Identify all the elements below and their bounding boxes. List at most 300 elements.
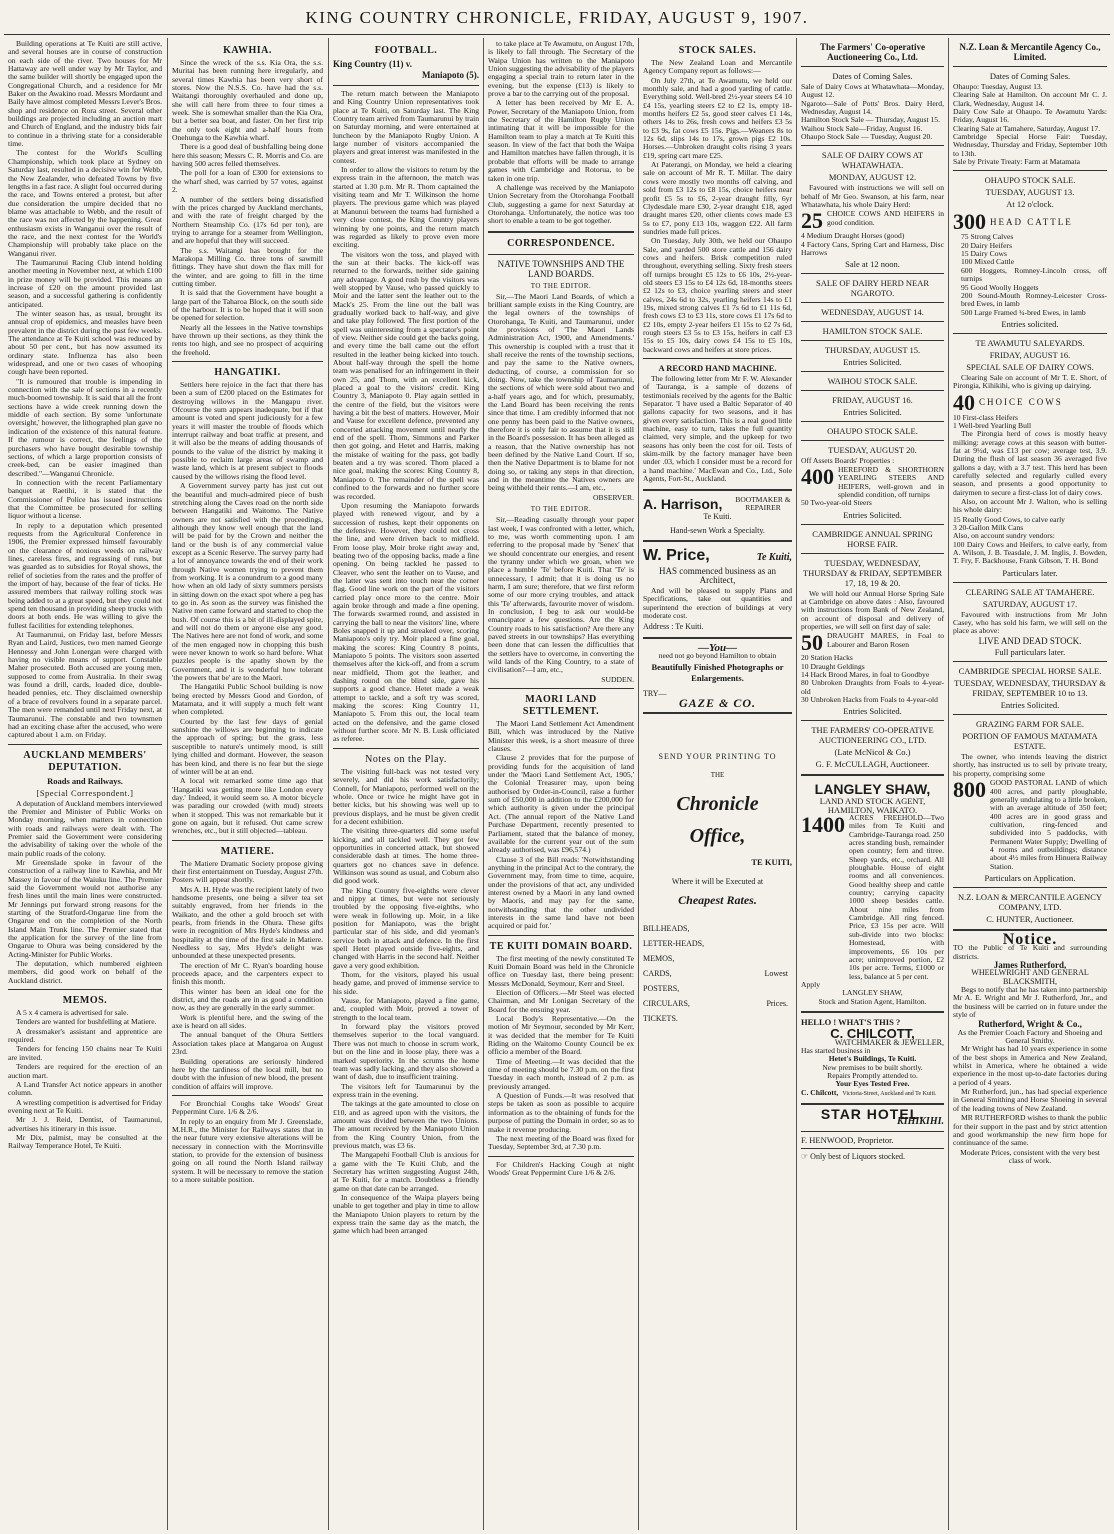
deputation-subheading: Roads and Railways. [47, 775, 123, 786]
news-paragraph: Local Body's Representative.—On the motion of Mr Seymour, seconded by Mr Kerr, it was decided that the member for Te Kuiti Riding on the Waitomo County Council be ex officio a member of the Board. [488, 1014, 634, 1057]
news-paragraph: A local wit remarked some time ago that 'Hangatiki was getting more like London every day.' Indeed, it would seem so. A motor bicycle was parading our crowded (with mud) streets when it stopped. This was not remarkable but it gone on again, but it refused. Out came screw wrenches, etc., but it still objected—tableau. [172, 776, 323, 836]
apply-title: Stock and Station Agent, Hamilton. [818, 996, 927, 1006]
pointing-hand-icon: ☞ [801, 1152, 811, 1162]
printing-item: POSTERS, [643, 983, 680, 993]
harrison-ad [643, 496, 792, 536]
printing-item: LETTER-HEADS, [643, 938, 705, 948]
printing-ad [643, 719, 792, 1026]
column-3 [333, 40, 479, 1530]
news-paragraph: At Paterangi, on Monday, we held a clearing sale on account of Mr R. T. Millar. The dairy cows were mostly two months off calving, and sold from £3 12s to £8 15s, choice heifers near profit £5 5s to £6, 2-year draught filly, 6yr Clydesdale mare £30, 2-year draught £18, aged draught mares £20, other clients cows made £3 5s to £7, pony £13 10s, waggon £22. All farm sundries made full prices. [643, 160, 792, 236]
lot-number: 40 [953, 389, 975, 415]
lot-text: HEAD CATTLE [990, 217, 1073, 228]
grazing-text: The owner, who intends leaving the district shortly, has instructed us to sell by private treaty, his property, comprising some [953, 752, 1107, 778]
lot-text: DRAUGHT MARES, in Foal to Labourer and Baron Rosen [827, 631, 944, 649]
liquors-text: Only best of Liquors stocked. [810, 1152, 906, 1162]
news-paragraph: The annual banquet of the Ohura Settlers Association takes place at Mangaroa on August 23rd. [172, 1030, 323, 1057]
awamutu-body: 3 20-Gallon Milk Cans [953, 523, 1024, 533]
chilcott-trade: WATCHMAKER & JEWELLER, [834, 1037, 944, 1047]
prices-word: Prices. [766, 998, 788, 1008]
coop-auctioneer: G. F. McCULLAGH, Auctioneer. [815, 759, 930, 770]
agency-auctioneer: C. HUNTER, Auctioneer. [986, 913, 1074, 924]
notes-heading: Notes on the Play. [365, 753, 447, 765]
printing-item: BILLHEADS, [643, 923, 690, 933]
harrison-name: A. Harrison, [643, 495, 723, 512]
notice-text: As the Premier Coach Factory and Shoeing and General Smithy. [957, 1027, 1103, 1046]
news-paragraph: Building operations are seriously hindered here by the tardiness of the local mill, but no doubt with the infusion of new blood, the present condition of affairs will improve. [172, 1056, 323, 1091]
sale-date: Sale of Dairy Cows at Whatawhata—Monday, August 12. [801, 82, 944, 100]
divider [953, 887, 1107, 888]
sale-date: Waihou Stock Sale—Friday, August 16. [801, 123, 923, 133]
price-town: Te Kuiti, [756, 552, 792, 564]
divider [953, 333, 1107, 334]
memo-item: A wrestling competition is advertised for Friday evening next at Te Kuiti. [8, 1097, 162, 1115]
notice-text: Moderate Prices, consistent with the very best class of work. [960, 1147, 1100, 1165]
cambridge-fair-text: We will hold our Annual Horse Spring Sale at Cambridge on above dates : Also, favoured with instructions from Bank of New Zealand, on account of disposal and delivery of properties, we will sell on first day of sale: [801, 588, 944, 631]
divider [643, 358, 792, 359]
divider [172, 361, 323, 362]
memo-item: Tenders for fencing 150 chains near Te Kuiti are invited. [8, 1044, 162, 1062]
divider [953, 714, 1107, 715]
sale-date: Cambridge Special Horse Fair: Tuesday, Wednesday, Thursday and Friday, September 10th to 13th. [953, 132, 1107, 158]
sale-date: Clearing Sale at Tamahere, Saturday, August 17. [953, 123, 1101, 133]
divider [801, 421, 944, 422]
send-printing: SEND YOUR PRINTING TO [658, 751, 777, 761]
news-paragraph: For Bronchial Coughs take Woods' Great Peppermint Cure. 1/6 & 2/6. [172, 1098, 323, 1117]
awamutu-body: 100 Dairy Cows and Heifers, to calve early, from A. Wilson, J. B. Teasdale, J. M. Inglis, J. Bowden, T. Fry, F. Backhouse, Frank Gibson, T. H. Bond [953, 539, 1107, 566]
entries-solicited: Entries Solicited. [843, 509, 902, 520]
news-paragraph: Upon resuming the Maniapoto forwards played with renewed vigour, and by a succession of rushes, kept their opponents on the defensive. However, they could not cross the line, and were driven back to midfield. From loose play, Moir broke right away and, beating two of the opposing backs, made a fine opening. On being tackled he passed to Cleaver, who sent the leather on to Vause, and the latter was sent into touch near the corner flag. Good line work on the part of the visitors carried play once more to the centre. Moir again broke through and made a fine opening. The forwards swarmed round, and assisted in carrying the ball to near the visitors' line, where Boles snapped it up and streaked over, scoring Maniapoto's only try. Moir placed a fine goal, making the scores: King Country 8 points, Maniapoto 5 points. The visitors soon asserted themselves after the kick-off, and from a scrum near midfield, Thom got the leather, and dashing round on the blind side, gave his supports a good chance. Hetet made a weak attempt to tackle, and a soft try was scored, making the scores: King Country 11, Maniapoto 5. From this out, the local team acted on the defensive, and the game closed without further score. Mr N. B. Lusk officiated as referee. [333, 500, 479, 744]
divider [488, 1156, 634, 1157]
price-address: Address : Te Kuiti. [643, 622, 704, 632]
chilcott-signature: C. Chilcott, [801, 1087, 839, 1097]
notice-name: James Rutherford, [993, 959, 1067, 970]
awamutu-date: FRIDAY, AUGUST 16. [989, 349, 1071, 360]
news-paragraph: The New Zealand Loan and Mercantile Agency Company report as follows:— [643, 58, 792, 76]
memos-heading: MEMOS. [62, 995, 108, 1007]
column-rule [638, 38, 639, 1530]
news-paragraph: to take place at Te Awamutu, on August 17th, is likely to fall through. The Secretary of the Waipa Union has written to the Maniapoto Union suggesting the advisability of the players engaging a special train to return later in the evening, but the expense (£13) is likely to prove a bar to the carrying out of the proposal. [488, 40, 634, 99]
divider [801, 1131, 944, 1132]
letter-paragraph: Sir,—Reading casually through your paper last week, I was confronted with a letter, which, to me, was worth commenting upon. I am referring to the proposal made by 'Senex' that we should concentrate our energies, and resent the tyranny under which we groan, when we place a humble 'Te' before Kuiti. That 'Te' is unnecessary, I admit; that it is doing us no harm, I am sure; therefore, that we first reform some of our more crying troubles, and attack this 'Te' afterwards, favourite mover of wisdom. In conclusion, I beg to ask our would-be emancipator a few questions. Are the King Country roads to his satisfaction? Are there any paved streets in our townships? Has everything been done that can lessen the difficulties that the settlers have to overcome, in converting the wild lands of the King Country, to a state of civilisation?—I am, etc., [488, 515, 634, 675]
herd-sale-heading: SALE OF DAIRY HERD NEAR NGAROTO. [815, 278, 930, 299]
news-paragraph: In order to allow the visitors to return by the express train in the afternoon, the match was started at 1.30 p.m. Mr R. Thom captained the visiting team and Mr T. Wilkinson the home players. The previous game which was played at Manunui between the teams had furnished a very close contest, the King Country players winning by one points, and the return match was regarded as likely to prove even more exciting. [333, 165, 479, 250]
dairy-sale-text: Favoured with instructions we will sell on behalf of Mr Geo. Swanson, at his farm, near Whatawhata, his whole Dairy Herd: [801, 183, 944, 210]
hello-line: HELLO ! WHAT'S THIS ? [801, 1016, 901, 1027]
column-rule [796, 38, 797, 1530]
lot-extra: 4 Medium Draught Horses (good) [801, 231, 905, 241]
te-kuiti-word: TE KUITI, [751, 856, 792, 867]
sale-date-heading: FRIDAY, AUGUST 16. [832, 395, 913, 406]
news-paragraph: A deputation of Auckland members interviewed the Premier and Minister of Public Works on Monday morning, when matters in connection with roads and railways were dealt with. The Premier said the Government were considering the advisability of taking over the whole of the main public roads of the colony. [8, 798, 162, 858]
printing-item: CARDS, [643, 968, 672, 978]
notice-text: TO the Public of Te Kuiti and surrounding districts. [953, 943, 1107, 961]
lot-item: 10 First-class Heifers [953, 412, 1018, 422]
letter-paragraph: Sir,—The Maori Land Boards, of which a brilliant sample exists in the King Country, are the legal owners of the townships of Otorohanga, Te Kuiti, and Taumarunui, under the provisions of 'The Maori Lands Administration Act, 1900, and Amendments.' This ownership is coupled with a trust that it shall receive the rents of the township sections, and pay the same to the Native owners, deducting, of course, a commission for so doing. Now, take the township of Taumarunui, the sections of which were sold about two and a-half years ago, and for which, presumably, the Land Board has been receiving the rents since that time. I am credibly informed that not one penny has been paid to the Native owners, therefore it is only fair to assume that it is still in the Board's possession. It has been alleged as a reason, that the Native ownership has not been defined by the Native Land Court. If so, then the Native Department is to blame for not doing so, or taking any steps in that direction, and in the meantime the Natives owners are being withheld their rents.—I am, etc., [488, 291, 634, 493]
chilcott-started: Has started business in [801, 1045, 871, 1055]
news-paragraph: "It is rumoured that trouble is impending in connection with the sale of sections in a recently much-boomed township. It is said that all the front sections have a wide creek running down the middle of each section. By some 'unfortunate oversight,' however, the lithographed plan gave no indication of the existence of this natural feature. If the rumour is correct, the feelings of the purchasers who have bought desirable township sections, of which a large proportion consists of creek-bed, can be easier imagined than described."—Wanganui Chronicle. [8, 376, 162, 478]
ohaupo-sale-heading: OHAUPO STOCK SALE. [827, 426, 918, 437]
news-paragraph: On July 27th, at Te Awamutu, we held our monthly sale, and had a good yarding of cattle. Everything sold. Well-bred 2½-year steers £4 10 £4 15s, yearling steers £2 to £2 1s, empty 18-months heifers £2 5s, good steer calves £1 14s, others 14s to 26s, fresh cows and heifers £3 5s to £3 9s, fat cows £5 15s. Pigs.—Weaners 8s to 12s 6d, slips 14s to 17s, grown pigs £2 10s. Horses.—Unbroken draught colts rising 3 years £19, spring cart mare £25. [643, 75, 792, 160]
awamutu-text: Clearing Sale on account of Mr T. E. Short, of Pirongia, Kihikihi, who is giving up dairying. [953, 372, 1107, 391]
chilcott-premises: New premises to be built shortly. [822, 1062, 923, 1072]
lot-item: 95 Good Woolly Hoggets [961, 282, 1039, 292]
news-paragraph: In reply to a deputation which presented requests from the Agricultural Conference in 1906, the Premier expressed himself favourably on the clearance of noxious weeds on railway lines, careless fires, and regrassing of runs, but was guarded as to subsidies for Royal shows, the relief of societies from the rates and the proffer of the import of hay, because of the fear of ticks. He assured members that railway rolling stock was being added to at a great speed, but they could not spend ten thousand in providing sheep trucks with doors at both ends. He was willing to give the fullest facilities for extending telephones. [8, 520, 162, 630]
entries-solicited: Entries Solicited. [843, 357, 902, 368]
harrison-tagline: Hand-sewn Work a Specialty. [670, 525, 765, 535]
news-paragraph: A Question of Funds.—It was resolved that steps be taken as soon as possible to acquire information as to the obtaining of funds for the purpose of putting the Domain in order, so as to make it revenue producing. [488, 1091, 634, 1134]
news-paragraph: The Mangapehi Football Club is anxious for a game with the Te Kuiti Club, and the Secretary has written suggesting August 24th, at Te Kuiti, for a match. Doubtless a friendly game on that date can be arranged. [333, 1150, 479, 1193]
divider [172, 1095, 323, 1096]
news-paragraph: Vause, for Maniapoto, played a fine game, and, coupled with Moir, proved a tower of strength to the local team. [333, 996, 479, 1022]
news-paragraph: The visiting full-back was not tested very severely, and did his work satisfactorily; Connell, for Maniapoto, performed well on the whole. Once or twice he might have got in better kicks, but his showing was well up to previous displays, and he must be given credit for a decent exhibition. [333, 766, 479, 826]
lot-extra: 50 Two-year-old Steers [801, 498, 872, 508]
column-5 [643, 40, 792, 1530]
clearing-sale-date: SATURDAY, AUGUST 17. [982, 598, 1078, 609]
divider [488, 935, 634, 936]
awamutu-body: 15 Really Good Cows, to calve early [953, 514, 1065, 524]
divider [643, 712, 792, 714]
lot-item: 100 Mixed Cattle [961, 257, 1015, 267]
lot-text: CHOICE COWS [979, 397, 1063, 408]
divider [801, 340, 944, 341]
lot-item: 1 Well-bred Yearling Bull [953, 420, 1032, 430]
divider [643, 637, 792, 639]
dates-heading: Dates of Coming Sales. [989, 71, 1071, 81]
awamutu-body: Also, on account Mr J. Walton, who is selling his whole dairy: [953, 497, 1107, 515]
news-paragraph: In forward play the visitors proved themselves superior to the local vanguard. There was not much to choose in scrum work, but on the line and in loose play, there was a marked superiority. In the scrums the home team was sadly lacking, and they also showed a want of dash, due to insufficient training. [333, 1022, 479, 1082]
grazing-heading: GRAZING FARM FOR SALE. [976, 719, 1084, 730]
lot-number: 800 [953, 777, 986, 803]
awamutu-special: SPECIAL SALE OF DAIRY COWS. [966, 361, 1094, 372]
awamutu-heading: TE AWAMUTU SALEYARDS. [975, 337, 1085, 348]
office-word: Office, [689, 824, 746, 847]
printing-item: TICKETS. [643, 1013, 678, 1023]
sale-date: Sale by Private Treaty: Farm at Matamata [953, 157, 1080, 167]
lot-number: 400 [801, 463, 834, 489]
printing-item: CIRCULARS, [643, 998, 690, 1008]
divider [488, 688, 634, 689]
cambridge-sale-dates: TUESDAY, WEDNESDAY, THURSDAY & FRIDAY, SEPTEMBER 10 to 13. [954, 678, 1106, 699]
news-paragraph: On Tuesday, July 30th, we held our Ohaupo Sale, and yarded 500 store cattle and 156 dairy cows and heifers. Brisk competition ruled throughout, everything selling. Sixty fresh steers off turnips brought £5 12s to £6 10s, 2½-year-old steers £3 15s to £4 12s 6d, 18-months steers £2 12s to £3, choice yearling steers and steer calves, 24s 6d to 32s, yearling heifers 14s to £1 19s, mixed strong calves £1 7s 6d to £1 11s 6d, fresh cows £3 to £3 11s, store cows £1 17s 6d to £2 10s, empty 2-year heifers £1 15s to £2 7s 6d, rough steers £3 5s to £3 15s, heifers in calf £3 15s to £5 10s, dairy cows £4 15s to £5 10s, backward cows and heifers at store prices. [643, 236, 792, 354]
column-rule [948, 38, 949, 1530]
hand-machine-heading: A RECORD HAND MACHINE. [658, 363, 777, 374]
printing-list [643, 921, 792, 1026]
sale-date-heading: THURSDAY, AUGUST 15. [824, 345, 921, 356]
divider [801, 440, 944, 441]
news-paragraph: In connection with the recent Parliamentary banquet at Raetihi, it is stated that the Commissioner of Police has issued instructions that the Committee be prosecuted for selling liquor without a license. [8, 477, 162, 521]
chilcott-name: C. CHILCOTT, [830, 1026, 915, 1042]
lot-item: 75 Strong Calves [961, 232, 1014, 242]
sale-date: Ohaupo Stock Sale — Tuesday, August 20. [801, 132, 933, 142]
news-paragraph: The takings at the gate amounted to close on £10, and as agreed upon with the visitors, the amount was divided between the two Unions. The amount received by the Maniapoto Union from the King Country Union, from the previous match, was £3 6s. [333, 1099, 479, 1150]
news-paragraph: A number of the settlers being dissatisfied with the prices charged by Auckland merchants, and with the rate of freight charged by the Northern Steamship Co. (17s 6d per ton), are trying to arrange for a steamer from Wellington, and are hopeful that they will succeed. [172, 194, 323, 246]
kihikihi-name: KIHIKIHI. [897, 1116, 944, 1128]
news-paragraph: For Children's Hacking Cough at night Woods' Great Peppermint Cure 1/6 & 2/6. [488, 1159, 634, 1177]
coop-late: (Late McNicol & Co.) [834, 747, 911, 758]
ohaupo-sale-heading: OHAUPO STOCK SALE. [984, 175, 1076, 186]
notice-heading: Notice. [1002, 930, 1058, 948]
lot-extra: 10 Draught Geldings [801, 661, 865, 671]
news-paragraph: Settlers here rejoice in the fact that there has been a sum of £200 placed on the Estimates for destroying willows in the Mangapu river. Ofcourse the sum appears inadequate, but if that amount is voted and spent judiciously for a few years it will master the trouble of floods which interrupt railway and boat traffic at present, and it will also be the means of adding thousands of pounds to the value of the district by making it possible to reclaim large areas of swamp and waste land, which is at present subject to floods caused by the willows rising the flood level. [172, 380, 323, 481]
kawhia-heading: KAWHIA. [223, 45, 272, 56]
sale-date: Ngaroto—Sale of Potts' Bros. Dairy Herd, Wednesday, August 14. [801, 98, 944, 117]
photographs-line: Beautifully Finished Photographs or Enlargements. [651, 662, 784, 684]
divider [801, 524, 944, 525]
divider [488, 254, 634, 255]
lot-extra: 20 Station Hacks [801, 653, 853, 663]
sale-date-heading: WEDNESDAY, AUGUST 14. [821, 307, 924, 318]
divider [953, 170, 1107, 171]
news-paragraph: The visiting three-quarters did some useful kicking, and all tackled well. They got few opportunities in concerted attack, but showed considerable dash at times. The home three-quarters got no chances save in defence. Wilkinson was sound as usual, and Coburn also did good work. [333, 826, 479, 886]
lot-text: ACRES FREEHOLD—Two miles from Te Kuiti and Cambridge-Tauranga road. 250 acres standing bush, remainder open country; fern and titree. Sheep yards, etc., orchard. All ploughable. House of eight rooms and all conveniences. Good healthy sheep and cattle country; carrying capacity 1000 sheep besides cattle. About nine miles from Cambridge. All ring fenced. Price, £3 15s per acre. Will sub-divide into two blocks: Homestead, with improvements, £6 10s per acre; unimproved portion, £2 10s per acre. Terms, £1000 or less, balance at 5 per cent. [849, 813, 944, 981]
news-paragraph: Mrs A. H. Hyde was the recipient lately of two handsome presents, one being a silver tea set suitably engraved, from her friends in the Waikato, and the other a gold brooch set with pearls, from friends in the Ohura. These gifts were in recognition of Mrs Hyde's kindness and hospitality at the time of the first sale in Matiere. Needless to say, Mrs Hyde's delight was unbounded at these unexpected presents. [172, 884, 323, 961]
cambridge-sale-heading: CAMBRIDGE SPECIAL HORSE SALE. [958, 666, 1102, 677]
awamutu-body: The Pirongia herd of cows is mostly heavy milking: average cows at this season with butter-fat at 9½d, was £13 per cow; average test, 3.9. During the flush of last season 36 averaged five gallons a day, with a 3.7 test. This herd has been carefully selected and regularly culled every season, and presents a good opportunity to dairymen to secure a first-class lot of dairy cows. [953, 429, 1107, 497]
news-paragraph: The Matiere Dramatic Society propose giving their first entertainment on Tuesday, August 27th. Posters will appear shortly. [172, 858, 323, 885]
lot-text: HEREFORD & SHORTHORN YEARLING STEERS AND HEIFERS, well-grown and in splendid condition, off turnips [838, 464, 944, 499]
news-paragraph: The return match between the Maniapoto and King Country Union representatives took place at Te Kuiti, on Saturday last. The King Country team arrived from Taumarunui by train on Saturday morning, and were entertained at luncheon by the Maniapoto Rugby Union. A large number of visitors accompanied the players and great interest was manifested in the contest. [333, 89, 479, 165]
news-paragraph: A letter has been received by Mr E. A. Power, Secretary of the Maniapoto Union, from the Secretary of the Hamilton Rugby Union intimating that it will be impossible for the Hamilton team to play a match at Te Kuiti this season. In view of the fact that both the Waipa and Hamilton matches have fallen through, it is probable that efforts will be made to arrange games with Cambridge and Rotorua, to be taken in one trip. [488, 98, 634, 183]
memo-item: Tenders are required for the erection of an auction mart. [8, 1062, 162, 1080]
news-paragraph: The following letter from Mr F. W. Alexander of Tauranga, is a sample of dozens of testimonials received by the agents for the Baltic Separator. 'I have used a Baltic Separator of 40 gallons capacity for two seasons, and it has given every satisfaction. This is a real good little machine, easy to turn, takes the full quantity claimed, very simple, and the upkeep for two seasons has only been the cost for oil. Tests of skim-milk by the factory manager have been under .03, which I consider must be a record for a hand machine.' MacEwan and Co., Ltd., Sole Agents, Fort-St., Auckland. [643, 374, 792, 484]
matiere-heading: MATIERE. [220, 845, 275, 857]
hangatiki-heading: HANGATIKI. [214, 367, 281, 379]
lot-number: 300 [953, 209, 986, 235]
news-paragraph: Time of Meeting.—It was decided that the time of meeting should be 7.30 p.m. on the first Tuesday in each month, instead of 2 p.m. as previously arranged. [488, 1056, 634, 1091]
printing-the: THE [710, 771, 725, 780]
dates-heading: Dates of Coming Sales. [832, 71, 913, 81]
hamilton-sale-heading: HAMILTON STOCK SALE. [822, 326, 923, 337]
news-paragraph: Courted by the last few days of genial sunshine the willows are beginning to indicate the approach of spring; but the grass, less susceptible to nature's untimely mood, is still lying chilled and dormant. However, the season has been kind, and there is no fear but the siege of winter will be at an end. [172, 716, 323, 776]
divider [801, 371, 944, 372]
news-paragraph: At Taumarunui, on Friday last, before Messrs Ryan and Laird, Justices, two men named George Hennessy and John Lonergan were charged with having no visible means of support. Constable Maher prosecuted. Both accused are young men, supposed to come from Australia. In their swag was found a drill, cards, loaded dice, double-headed pennies, etc. They disclaimed ownership of a brace of revolvers found in a separate parcel. The men were remanded until next Friday next, at Taumarunui. The constable and two townsmen had an exciting chase after the accused, who were captured about 1 a.m. on Friday. [8, 630, 162, 740]
correspondence-heading: CORRESPONDENCE. [507, 237, 615, 249]
dairy-sale-heading: SALE OF DAIRY COWS AT WHATAWHATA. [821, 150, 924, 171]
stock-sales-heading: STOCK SALES. [678, 45, 757, 56]
langley-town: HAMILTON, WAIKATO. [827, 804, 918, 815]
lot-number: 25 [801, 208, 823, 234]
divider [333, 85, 479, 86]
sale-date: Dairy Cow Sale at Ohaupo. Te Awamutu Yards: Friday, August 16. [953, 107, 1107, 125]
news-paragraph: Clause 3 of the Bill reads: 'Notwithstanding anything in the principal Act to the contrary, the Government may, from time to time, acquire, under the provisions of that act, any undivided interest owned by a Maori in any land owned by Maoris, and may pay for the same, notwithstanding that the other undivided interests in the same land have not been acquired or paid for.' [488, 854, 634, 931]
column-2 [172, 40, 323, 1530]
lot-item: 15 Dairy Cows [961, 249, 1007, 259]
news-paragraph: Since the wreck of the s.s. Kia Ora, the s.s. Muritai has been running here irregularly, and several times Kawhia has been very short of stores. Now the N.S.S. Co. have had the s.s. Waitangi thoroughly overhauled and done up, she will call here from three to four times a week. She is somewhat smaller than the Kia Ora, but a better sea boat, and faster. On her first trip the only took eight and a-half hours from Onehunga to the Kawhia wharf. [172, 58, 323, 143]
news-paragraph: Work is plentiful here, and the swing of the axe is heard on all sides. [172, 1012, 323, 1031]
langley-title: LAND AND STOCK AGENT, [819, 796, 926, 807]
news-paragraph: In consequence of the Waipa players being unable to get together and play in time to allow the Maniapoto Union players to return by the express train the same day as the match, the game which had been arranged [333, 1193, 479, 1236]
masthead-rule [4, 34, 1110, 35]
sale-date-heading: TUESDAY, AUGUST 20. [828, 445, 917, 456]
ohaupo-sale-time: At 12 o'clock. [1006, 199, 1054, 210]
news-paragraph: The Hangatiki Public School building is now being erected by Messrs Good and Gordon, of Matamata, and it will supply a much felt want when completed. [172, 682, 323, 717]
divider [801, 302, 944, 303]
particulars-application: Particulars on Application. [984, 872, 1076, 883]
you-line-2: need not go beyond Hamilton to obtain [658, 650, 777, 660]
apply-name: LANGLEY SHAW, [842, 988, 903, 998]
lot-item: 20 Dairy Heifers [961, 240, 1013, 250]
dairy-sale-date: MONDAY, AUGUST 12. [828, 172, 917, 183]
lowest-word: Lowest [764, 968, 788, 978]
notice-text: MR RUTHERFORD wishes to thank the public for their support in the past and by strict attention and good workmanship the new firm hope for continuance of the same. [953, 1113, 1107, 1148]
gaze-name: GAZE & CO. [678, 695, 756, 710]
column-rule [167, 38, 168, 1530]
news-paragraph: Nearly all the lessees in the Native townships have thrown up their sections, as they think the rents too high, and see no prospect of acquiring the freehold. [172, 322, 323, 357]
divider [801, 66, 944, 67]
lot-text: CHOICE COWS AND HEIFERS in good condition. [827, 209, 944, 227]
news-paragraph: The Maori Land Settlement Act Amendment Bill, which was introduced by the Native Minister this week, is a short measure of three clauses. [488, 719, 634, 754]
agency-name: N.Z. LOAN & MERCANTILE AGENCY COMPANY, LTD. [957, 891, 1103, 912]
divider [643, 489, 792, 491]
entries-solicited: Entries Solicited. [843, 706, 902, 717]
entries-solicited: Entries Solicited. [843, 407, 902, 418]
memo-item: Mr J. J. Reid, Dentist, of Taumarunui, advertises his itinerary in this issue. [8, 1115, 162, 1133]
live-dead-stock: LIVE AND DEAD STOCK. [978, 635, 1082, 646]
you-line: —You— [697, 641, 738, 654]
divider [643, 540, 792, 542]
letter-signature: SUDDEN. [601, 674, 634, 684]
news-paragraph: A Government survey party has just cut out the beautiful and much-admired piece of bush stretching along the Caves road on the north side between Hangatiki and Waitomo. The Native owners are not satisfied with the proceedings, although they know well enough that the land will be paid for by the Crown and neither the land or the bush is of any commercial value except as a Scenic Reserve. The survey party had a lot of annoyance towards the end of their work through Native women trying to prevent them from working. It is a conundrum to a good many how when an old lady of sixty summers persists in sitting down on the exact spot where a peg has to go in. As soon as the survey was finished the Native men came forward and started to chop the bush. Of course this is a bit of ill-displayed spite, and will not do them or anyone else any good. The Natives here are not fond of work, and some of the men engaged now in chopping this bush were never known to work so hard before. What puzzles people is the apathy shown by the Government, and it is wonderful how tolerant 'the powers that be' are to the Maori. [172, 481, 323, 683]
divider [953, 66, 1107, 67]
news-paragraphs [8, 40, 162, 740]
news-paragraph: The winter season has, as usual, brought its annual crop of epidemics, and measles have been prevalent in the district during the past few weeks. The attendance at Te Kuiti school was reduced by about 50 per cent., but has now assumed its ordinary state. Influenza has also been widespread, and one or two cases of whooping cough have been reported. [8, 309, 162, 377]
divider [8, 989, 162, 990]
letter-heading: NATIVE TOWNSHIPS AND THE LAND BOARDS. [497, 258, 625, 279]
letter-signature: OBSERVER. [593, 492, 634, 502]
divider [801, 390, 944, 391]
lot-item: 500 Large Framed ¾-bred Ewes, in lamb [961, 307, 1086, 317]
news-paragraph: The contest for the World's Sculling Championship, which took place at Sydney on Saturday last, resulted in a decisive win for Webb, the New Zealander, who defeated Towns by five lengths in a fast race. A slight foul occurred during the race, and Towns entered a protest, but after due consideration the umpire decided that no blame was attachable to Webb, and the result of the race was not affected by the happening. Great enthusiasm exists in Wanganui over the result of the race, and the next contest for the World's Championship will probably take place on the Wanganui river. [8, 148, 162, 258]
correspondent-note: [Special Correspondent.] [36, 787, 134, 798]
to-editor: TO THE EDITOR. [530, 505, 592, 514]
clearing-sale-text: Favoured with instructions from Mr John Casey, who has sold his farm, we will sell on the place as above: [953, 609, 1107, 636]
news-paragraph: This winter has been an ideal one for the district, and the roads are in as good a condition now, as they are generally in the early summer. [172, 986, 323, 1013]
chilcott-eyes: Your Eyes Tested Free. [835, 1079, 910, 1089]
news-paragraph: The first meeting of the newly constituted Te Kuiti Domain Board was held in the Chronicle office on Tuesday last, there being present: Messrs McDonald, Seymour, Kerr and Steel. [488, 953, 634, 988]
divider [801, 774, 944, 776]
apply-label: Apply [801, 979, 820, 989]
sale-date: Clearing Sale at Hamilton. On account Mr C. J. Clark, Wednesday, August 14. [953, 90, 1107, 108]
deputation-heading: AUCKLAND MEMBERS' DEPUTATION. [23, 749, 147, 773]
divider [488, 231, 634, 233]
chronicle-word: Chronicle [676, 792, 759, 815]
match-line-b: Maniapoto (5). [422, 70, 479, 80]
domain-board-heading: TE KUITI DOMAIN BOARD. [489, 940, 633, 952]
maori-land-heading: MAORI LAND SETTLEMENT. [522, 694, 600, 718]
divider [801, 273, 944, 274]
lot-number: 1400 [801, 812, 845, 837]
lot-item: 200 Sound-Mouth Romney-Leicester Cross-bred Ewes, in lamb [961, 290, 1107, 309]
notice-trade: WHEELWRIGHT AND GENERAL BLACKSMITH, [971, 968, 1089, 986]
sale-date: Ohaupo: Tuesday, August 13. [953, 82, 1043, 91]
assets-board: Off Assets Boards' Properties : [801, 456, 895, 466]
column-1 [8, 40, 162, 1530]
masthead: KING COUNTRY CHRONICLE, FRIDAY, AUGUST 9, 1907. [305, 8, 809, 27]
chilcott-repairs: Repairs Promptly attended to. [827, 1070, 918, 1080]
lot-item: 600 Hoggets, Romney-Lincoln cross, off turnips [961, 265, 1107, 284]
gaze-ad [643, 641, 792, 710]
particulars-later: Particulars later. [1002, 567, 1058, 578]
divider [801, 145, 944, 146]
football-heading: FOOTBALL. [374, 45, 438, 56]
news-paragraph: The Taumarunui Racing Club intend holding another meeting in November next, at which £100 in prize money will be provided. This means an increase of £20 on the amount provided last season, and a successful gathering is confidently anticipated. [8, 257, 162, 309]
news-paragraph: The erection of Mr C. Ryan's boarding house proceeds apace, and the carpenters expect to finish this month. [172, 960, 323, 987]
lot-number: 50 [801, 630, 823, 656]
sale-time: Sale at 12 noon. [845, 259, 900, 270]
price-ad [643, 547, 792, 631]
lot-extra: 4 Factory Cans, Spring Cart and Harness, Disc Harrows [801, 239, 944, 258]
divider [801, 553, 944, 554]
divider [801, 1148, 944, 1149]
news-paragraph: Building operations at Te Kuiti are still active, and several houses are in course of construction on each side of the river. Two houses for Mr Hattaway are well under way by Mr Taylor, and the same builder will shortly be engaged upon the Congregational Church, and a residence for Mr Baker on the Awakino road. Messrs Mordaunt and Baily have almost completed Messrs Lever's Bros. shop and residence on Rora street. Several other buildings are projected including an auction mart and Church of England, and the industry bids fair to continue in a thriving state for a considerable time. [8, 40, 162, 149]
news-paragraph: The poll for a loan of £300 for extensions to the wharf shed, was carried by 57 votes, against 2. [172, 168, 323, 195]
divider [172, 840, 323, 841]
news-paragraph: The visitors won the toss, and played with the sun at their backs. The kick-off was returned to the forwards, neither side gaining any advantage. A good rush by the visitors was well stopped by Vause, who passed quickly to Moir and the latter sent the leather out to the Mack's 25. From the line out the ball was gradually worked back to half-way, and give and take play followed. The first portion of the spell was uninteresting from a spectator's point of view. Neither side could get the backs going, and every time the ball came out the effort resulted in the leather being kicked into touch. About half-way through the spell the home team was penalised for an infringement in their own 25, and Thom, with an excellent kick, placed a goal to the visitors' credit. King Country 3, Maniapoto 0. Play again settled in the centre of the field, but the visitors were having a bit the best of matters. However, Moir and Vause for excellent defence, prevented any concerted attacking movement until nearly the end of the spell. Thom, Simmons and Parker then got going, and Hetet and Harris, making the mistake of waiting for the pass, got badly beaten and a try was scored. Thom placed a nice goal, making the scores: King Country 8, Maniapoto 0. The remainder of the spell was confined to the forwards and no further score was recorded. [333, 249, 479, 501]
notice-text: Mr Wright has had 10 years experience in some of the best shops in America and New Zealand, whilst in America, where he obtained a wide experience in the most up-to-date factories during a period of 4 years. [953, 1044, 1107, 1087]
memo-item: A Land Transfer Act notice appears in another column. [8, 1079, 162, 1098]
news-paragraph: Clause 2 provides that for the purpose of providing funds for the acquisition of land under the 'Maori Land Settlement Act, 1905,' the Colonial Treasurer may, upon being authorised by Order-in-Council, raise a further sum of £50,000 in addition to the £200,000 for which authority is given under the principal Act. (The annual report of the Native Land Purchase Department, recently presented to Parliament, stated that the balance of money, available for the current year out of the sum already authorised, was £96,574.) [488, 753, 634, 855]
notice-firm: Rutherford, Wright & Co., [978, 1019, 1082, 1030]
langley-name: LANGLEY SHAW, [814, 781, 931, 798]
divider [333, 748, 479, 749]
farmers-heading: The Farmers' Co-operative Auctioneering Co., Ltd. [820, 42, 925, 62]
column-6 [801, 40, 944, 1530]
news-paragraph: The s.s. Waitangi has brought for the Marakopa Milling Co. three tons of sawmill fittings. They have shut down the flax mill for the winter, and are going to fill in the time cutting timber. [172, 245, 323, 288]
full-particulars: Full particulars later. [994, 647, 1066, 658]
cambridge-fair-dates: TUESDAY, WEDNESDAY, THURSDAY & FRIDAY, SEPTEMBER 17, 18, 19 & 20. [802, 557, 943, 588]
divider [8, 744, 162, 745]
cheapest-rates: Cheapest Rates. [678, 893, 757, 908]
lot-extra: 30 Unbroken Hacks from Foals to 4-year-old [801, 694, 938, 704]
news-paragraph: Election of Officers.—Mr Steel was elected Chairman, and Mr Lonigan Secretary of the Board for the ensuing year. [488, 988, 634, 1014]
divider [801, 1011, 944, 1013]
news-paragraph: In reply to an enquiry from Mr J. Greenslade, M.H.R., the Minister for Railways states that in the near future very extensive alterations will be necessary in connection with the Morrinsville station, to provide for the extension of business going on all round the North Island railway system. It will be necessary to remove the station to a more suitable position. [172, 1116, 323, 1184]
news-paragraph: There is a good deal of bushfalling being done here this season; Messrs C. R. Morris and Co. are having 500 acres felled themselves. [172, 142, 323, 169]
entries-solicited: Entries Solicited. [1000, 700, 1060, 711]
column-rule [483, 38, 484, 1530]
where-executed: Where it will be Executed at [671, 877, 764, 886]
divider [953, 661, 1107, 662]
news-paragraph: The King Country five-eighths were clever and nippy at times, but were not seriously troubled by the opposing five-eighths, who were weak in following up. Moir, in a like position for Maniapoto, was the bright particular star of his side, and did yeoman's service both in attack and defence. In the first spell Hetet played outside five-eights, and changed with Harris in the second half. Neither gave a very good exhibition. [333, 885, 479, 970]
column-4 [488, 40, 634, 1530]
divider [801, 720, 944, 721]
news-paragraph: The next meeting of the Board was fixed for Tuesday, September 3rd, at 7.30 p.m. [488, 1133, 634, 1152]
price-business: HAS commenced business as an Architect, [659, 566, 776, 585]
star-hotel-name: STAR HOTEL, [820, 1106, 925, 1122]
awamutu-body: Also, on account sundry vendors: [953, 531, 1055, 541]
nz-loan-heading: N.Z. Loan & Mercantile Agency Co., Limited. [959, 42, 1101, 62]
harrison-trade: BOOTMAKER & REPAIRER [735, 494, 791, 512]
price-name: W. Price, [643, 547, 710, 565]
memo-item: Mr Dix, palmist, may be consulted at the Railway Temperance Hotel, Te Kuiti. [8, 1132, 162, 1151]
news-paragraph: It is said that the Government have bought a large part of the Taharoa Block, on the south side of the harbour. It is to be hoped that it will soon be opened for selection. [172, 288, 323, 323]
entries-solicited: Entries solicited. [1001, 318, 1059, 329]
column-7 [953, 40, 1107, 1530]
printing-item: MEMOS, [643, 953, 675, 963]
to-editor: TO THE EDITOR. [530, 281, 592, 290]
price-body: And will be pleased to supply Plans and Specifications, take out quantities and superintend the erection of buildings at very moderate cost. [643, 585, 792, 620]
waihou-sale-heading: WAIHOU STOCK SALE. [827, 376, 918, 387]
notice-text: Begs to notify that he has taken into partnership Mr A. E. Wright and Mr J. Rutherford, Jnr., and the business will be carried on in future under the style of [953, 985, 1107, 1020]
news-paragraph: The visitors left for Taumarunui by the express train in the evening. [333, 1081, 479, 1099]
cambridge-fair-heading: CAMBRIDGE ANNUAL SPRING HORSE FAIR. [812, 528, 933, 549]
news-paragraph: Thom, for the visitors, played his usual heady game, and proved of immense service to his side. [333, 970, 479, 996]
try-line: TRY— [643, 689, 667, 699]
henwood-name: F. HENWOOD, Proprietor. [801, 1134, 894, 1145]
divider [953, 582, 1107, 583]
coop-name: THE FARMERS' CO-OPERATIVE AUCTIONEERING CO., LTD. [811, 725, 934, 746]
liquors-line [801, 1153, 944, 1161]
